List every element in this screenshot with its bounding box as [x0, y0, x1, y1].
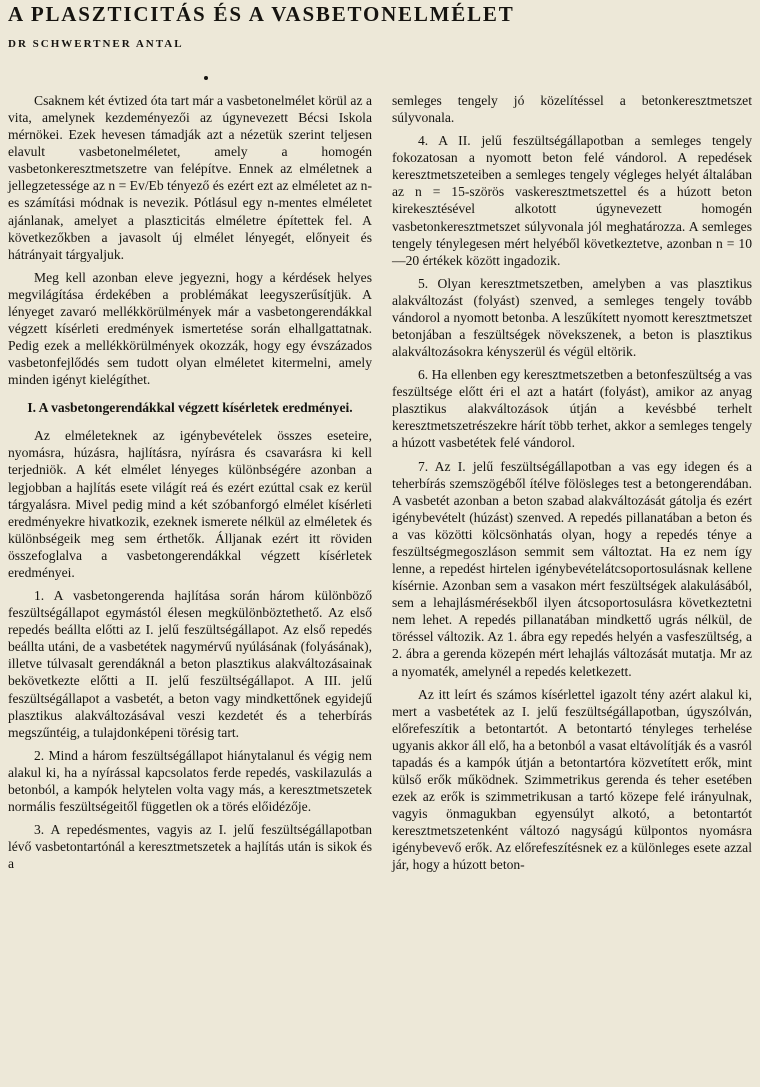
paragraph: Az elméleteknek az igénybevételek összes eseteire, nyomásra, húzásra, hajlításra, nyírásra és csavarásra ki kell terjedniök. A két elmélet lényeges különbségére azonban a legjobban a hajlítás esete világít reá és ezért ezúttal csak ez kerül tárgyalásra. Mivel pedig mind a két szóbanforgó elmélet kísérleti eredményekre hivatkozik, ezeknek ismerete nélkül az elméletek és különbségeik meg sem érthetők. Álljanak ezért itt röviden összefoglalva a vasbetongerendákkal végzett kísérletek eredményei.	[8, 428, 372, 580]
paragraph: semleges tengely jó közelítéssel a betonkeresztmetszet súlyvonala.	[392, 93, 752, 126]
article-title: A PLASZTICITÁS ÉS A VASBETONELMÉLET	[8, 2, 515, 26]
paragraph: Csaknem két évtized óta tart már a vasbetonelmélet körül az a vita, amelynek kezdeményezői az úgynevezett Bécsi Iskola mérnökei. Ezek hevesen támadják azt a nézetük szerint teljesen elavult vasbetonelméletet, amely a homogén vasbetonkeresztmetszetre van felépítve. Ennek az elméletnek a jellegzetessége az n = Ev/Eb tényező és ezért ezt az elméletet az n-es számítási módnak is nevezik. Pótlásul egy n-mentes elméletet ajánlanak, amelyet a plaszticitás elméletre építettek fel. A következőkben a javasolt új elmélet lényegét, előnyeit és hátrányait tárgyaljuk.	[8, 93, 372, 262]
left-column	[8, 92, 372, 878]
paragraph: 7. Az I. jelű feszültségállapotban a vas egy idegen és a teherbírás szemszögéből ítélve fölösleges test a betongerendában. A vasbetét azonban a beton szabad alakváltozását gátolja és ezért igénybevételt (húzást) szenved. A repedés pillanatában a beton és a vas közötti kölcsönhatás olyan, hogy a repedés ténye a feszültségmegoszláson semmit sem változtat. Ha ez nem így lenne, a repedést hirtelen igénybevételátcsoportosulásnak kellene kísérnie. Azonban sem a vasakon mért feszültségek alakulásából, sem a lehajlásmérésekből ilyen átcsoportosulásra következtetni nem lehet. A repedés pillanatában mindkettő ugrás nélkül, de töréssel változik. Az 1. ábra egy repedés helyén a vasfeszültség, a 2. ábra a gerenda közepén mért lehajlás változását mutatja. Mr az a nyomaték, amelynél a repedés keletkezett.	[392, 458, 752, 679]
right-column	[392, 92, 752, 879]
paragraph: 2. Mind a három feszültségállapot hiánytalanul és végig nem alakul ki, ha a nyírással kapcsolatos ferde repedés, vaskilazulás a betonból, a kampók helytelen volta vagy más, a keresztmetszetek normális feszültségeitől független ok a törés előidézője.	[8, 747, 372, 814]
ornament-dot	[204, 76, 208, 80]
paragraph: 3. A repedésmentes, vagyis az I. jelű feszültségállapotban lévő vasbetontartónál a keresztmetszetek a hajlítás után is sikok és a	[8, 822, 372, 872]
paragraph: 5. Olyan keresztmetszetben, amelyben a vas plasztikus alakváltozást (folyást) szenved, a semleges tengely tovább vándorol a nyomott betonba. A leszűkített nyomott keresztmetszet betonjában a feszültségek növekszenek, a beton is plasztikus alakváltozásokra kényszerül és végül eltörik.	[392, 275, 752, 360]
paragraph: Meg kell azonban eleve jegyezni, hogy a kérdések helyes megvilágítása érdekében a problémákat leegyszerűsítjük. A lényeget zavaró mellékkörülmények már a vasbetongerendákkal végzett kísérleti eredmények ismertetése során elhallgattatnak. Pedig ezek a mellékkörülmények okozzák, hogy egy évszázados vasbetonfejlődés sem tudott olyan elméletet kitermelni, amely minden igényt kielégíthet.	[8, 269, 372, 388]
article-author: DR SCHWERTNER ANTAL	[8, 38, 184, 50]
section-heading: I. A vasbetongerendákkal végzett kísérletek eredményei.	[27, 400, 353, 416]
paragraph: Az itt leírt és számos kísérlettel igazolt tény azért alakul ki, mert a vasbetétek az I. jelű feszültségállapotban, úgyszólván, előrefeszítik a betontartót. A betontartó tényleges terhelése ugyanis akkor áll elő, ha a betonból a vasat eltávolítják és a vasról tapadás és a kampók útján a betontartóra közvetített erők, mint külső erők működnek. Szimmetrikus gerenda és teher esetében ezek az erők is szimmetrikusan a tartó közepe felé irányulnak, vagyis önmagukban egyensúlyt alkotó, a betontartót keresztmetszetenként változó nagyságú külpontos nyomásra igénybevevő erők. Az előrefeszítésnek ez a különleges esete azzal jár, hogy a húzott beton-	[392, 686, 752, 873]
paragraph: 1. A vasbetongerenda hajlítása során három különböző feszültségállapot egymástól élesen megkülönböztethető. Az első repedés beállta előtti az I. jelű feszültségállapot. Az első repedés beállta utáni, de a vasbetétek nagymérvű nyúlásának (folyásának), illetve túlvasalt gerendáknál a beton plasztikus alakváltozásainak bekövetkezte előtti a II. jelű feszültségállapot. A III. jelű feszültségállapot a vasbetét, a beton vagy mindkettőnek egyidejű plasztikus alakváltozásával veszi kezdetét és a teherbírás megszűntéig, a tulajdonképeni törésig tart.	[8, 588, 372, 740]
paragraph: 4. A II. jelű feszültségállapotban a semleges tengely fokozatosan a nyomott beton felé vándorol. A repedések keresztmetszeteiben a semleges tengely végleges helyét általában az n = 15-szörös vaskeresztmetszettel és a húzott beton kirekesztésével alkotott úgynevezett homogén vasbetonkeresztmetszet súlyvonala jól meghatározza. A semleges tengely ténylegesen mért helyéből következtetve, azonban n = 10—20 értékek között ingadozik.	[392, 133, 752, 268]
paragraph: 6. Ha ellenben egy keresztmetszetben a betonfeszültség a vas feszültsége előtt éri el azt a határt (folyást), amikor az anyag plasztikus alakváltozások útján a kevésbbé terhelt keresztmetszetrészekre hárít több terhet, akkor a semleges tengely a húzott vasbetétek felé vándorol.	[392, 367, 752, 451]
